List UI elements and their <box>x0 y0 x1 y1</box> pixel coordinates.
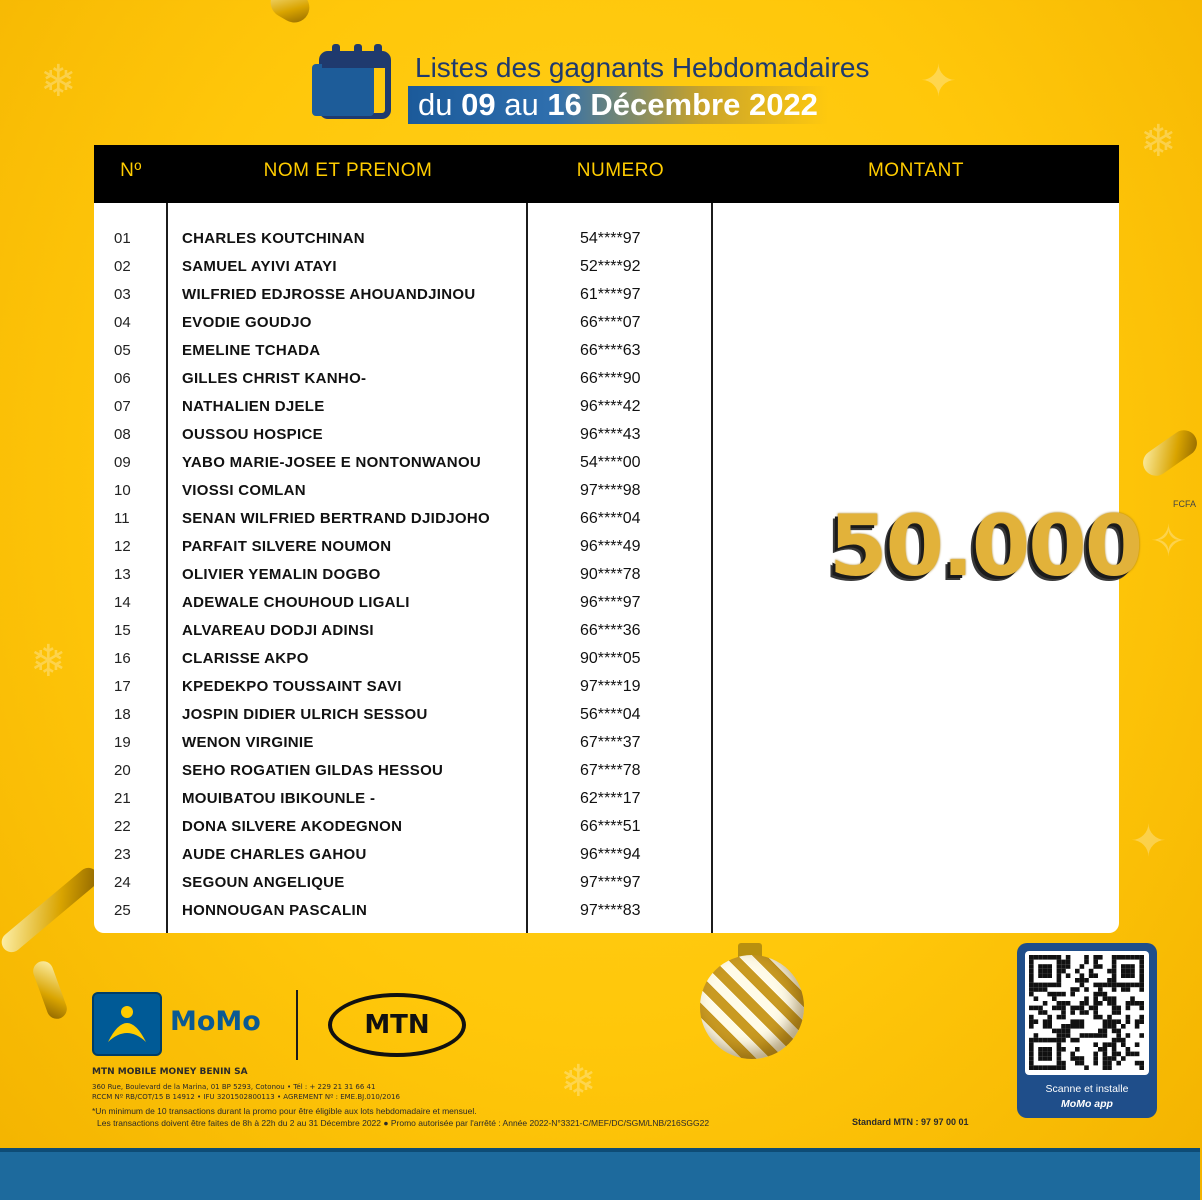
gold-ribbon <box>1138 425 1202 481</box>
row-number: 03 <box>114 286 131 303</box>
row-number: 13 <box>114 566 131 583</box>
row-number: 21 <box>114 790 131 807</box>
snowflake-icon: ❄ <box>40 56 77 107</box>
row-number: 09 <box>114 454 131 471</box>
winners-table <box>94 145 1197 933</box>
table-row <box>94 675 1119 703</box>
winner-name: GILLES CHRIST KANHO- <box>182 370 367 387</box>
row-number: 14 <box>114 594 131 611</box>
winner-phone: 66****07 <box>580 314 641 331</box>
amount-value: 50.000 <box>829 497 1142 595</box>
winner-phone: 54****00 <box>580 454 641 471</box>
table-row <box>94 255 1119 283</box>
gift-icon: ✧ <box>1150 516 1187 567</box>
winner-phone: 54****97 <box>580 230 641 247</box>
star-icon: ✦ <box>1130 816 1167 867</box>
snowflake-icon: ❄ <box>560 1056 597 1107</box>
company-registration: RCCM Nº RB/COT/15 B 14912 • IFU 3201502800113 • AGREMENT Nº : EME.BJ.010/2016 <box>92 1093 400 1101</box>
winner-name: CLARISSE AKPO <box>182 650 309 667</box>
table-row <box>94 339 1119 367</box>
momo-brand: MoMo <box>170 1006 261 1037</box>
table-row <box>94 619 1119 647</box>
winner-phone: 66****36 <box>580 622 641 639</box>
amount-currency: FCFA <box>1173 499 1197 509</box>
winner-phone: 97****97 <box>580 874 641 891</box>
gold-ribbon <box>0 864 102 956</box>
winner-phone: 66****04 <box>580 510 641 527</box>
bottom-band <box>0 1148 1200 1200</box>
winner-name: JOSPIN DIDIER ULRICH SESSOU <box>182 706 428 723</box>
qr-caption: Scanne et installe <box>1045 1083 1129 1095</box>
winner-phone: 66****90 <box>580 370 641 387</box>
winner-phone: 96****43 <box>580 426 641 443</box>
column-header-montant: MONTANT <box>867 160 965 181</box>
table-row <box>94 899 1119 927</box>
winner-phone: 96****42 <box>580 398 641 415</box>
gold-ribbon <box>30 958 69 1021</box>
winner-phone: 66****51 <box>580 818 641 835</box>
table-row <box>94 647 1119 675</box>
row-number: 16 <box>114 650 131 667</box>
winner-phone: 97****19 <box>580 678 641 695</box>
winner-name: NATHALIEN DJELE <box>182 398 325 415</box>
prize-amount <box>829 497 1197 597</box>
winner-name: ADEWALE CHOUHOUD LIGALI <box>182 594 410 611</box>
logo-divider <box>296 990 298 1060</box>
column-header-numero: NUMERO <box>576 160 665 181</box>
star-icon: ✦ <box>920 56 957 107</box>
row-number: 20 <box>114 762 131 779</box>
mtn-logo <box>328 993 466 1057</box>
winner-name: SEGOUN ANGELIQUE <box>182 874 345 891</box>
page-header <box>300 38 940 128</box>
momo-emblem-icon <box>94 994 160 1054</box>
table-row <box>94 227 1119 255</box>
winner-phone: 67****37 <box>580 734 641 751</box>
row-number: 07 <box>114 398 131 415</box>
row-number: 12 <box>114 538 131 555</box>
winner-name: OUSSOU HOSPICE <box>182 426 323 443</box>
table-row <box>94 423 1119 451</box>
table-row <box>94 703 1119 731</box>
table-row <box>94 815 1119 843</box>
snowflake-icon: ❄ <box>1140 116 1177 167</box>
row-number: 24 <box>114 874 131 891</box>
qr-card[interactable] <box>1017 943 1157 1118</box>
row-number: 22 <box>114 818 131 835</box>
date-du: du <box>418 87 453 122</box>
winner-name: PARFAIT SILVERE NOUMON <box>182 538 392 555</box>
table-row <box>94 395 1119 423</box>
table-row <box>94 311 1119 339</box>
qr-code-icon[interactable] <box>1025 951 1149 1075</box>
winner-name: AUDE CHARLES GAHOU <box>182 846 367 863</box>
row-number: 04 <box>114 314 131 331</box>
row-number: 25 <box>114 902 131 919</box>
winner-name: YABO MARIE-JOSEE E NONTONWANOU <box>182 454 482 471</box>
row-number: 15 <box>114 622 131 639</box>
christmas-ornament-icon <box>700 955 804 1059</box>
table-row <box>94 871 1119 899</box>
winner-phone: 56****04 <box>580 706 641 723</box>
row-number: 06 <box>114 370 131 387</box>
row-number: 23 <box>114 846 131 863</box>
row-number: 05 <box>114 342 131 359</box>
winner-name: SENAN WILFRIED BERTRAND DJIDJOHO <box>182 510 490 527</box>
winner-name: CHARLES KOUTCHINAN <box>182 230 365 247</box>
standard-phone: Standard MTN : 97 97 00 01 <box>852 1117 969 1127</box>
table-row <box>94 759 1119 787</box>
qr-app-name: MoMo app <box>1061 1098 1113 1110</box>
winner-phone: 61****97 <box>580 286 641 303</box>
table-header <box>94 145 1119 203</box>
winner-phone: 97****83 <box>580 902 641 919</box>
row-number: 01 <box>114 230 131 247</box>
column-header-name: NOM ET PRENOM <box>263 160 433 181</box>
winner-phone: 90****05 <box>580 650 641 667</box>
row-number: 18 <box>114 706 131 723</box>
winner-phone: 96****94 <box>580 846 641 863</box>
winner-name: DONA SILVERE AKODEGNON <box>182 818 403 835</box>
date-end: 16 Décembre 2022 <box>547 87 818 122</box>
winner-phone: 97****98 <box>580 482 641 499</box>
winner-name: ALVAREAU DODJI ADINSI <box>182 622 374 639</box>
gold-ribbon <box>265 0 315 28</box>
table-row <box>94 451 1119 479</box>
row-number: 08 <box>114 426 131 443</box>
company-name: MTN MOBILE MONEY BENIN SA <box>92 1067 248 1077</box>
winner-name: WENON VIRGINIE <box>182 734 314 751</box>
winner-name: HONNOUGAN PASCALIN <box>182 902 368 919</box>
winner-phone: 62****17 <box>580 790 641 807</box>
winner-name: VIOSSI COMLAN <box>182 482 306 499</box>
row-number: 17 <box>114 678 131 695</box>
row-number: 02 <box>114 258 131 275</box>
date-range <box>408 86 828 124</box>
winner-name: OLIVIER YEMALIN DOGBO <box>182 566 381 583</box>
table-row <box>94 283 1119 311</box>
promo-terms: Les transactions doivent être faites de 8h à 22h du 2 au 31 Décembre 2022 ● Promo autorisée par l'arrêté : Année 2022-N°3321-C/MEF/DC/SGM/LNB/216SGG22 <box>97 1118 710 1128</box>
page-title: Listes des gagnants Hebdomadaires <box>415 52 870 83</box>
date-start: 09 <box>461 87 496 122</box>
row-number: 19 <box>114 734 131 751</box>
row-number: 11 <box>114 510 130 527</box>
winner-phone: 90****78 <box>580 566 641 583</box>
winner-name: EMELINE TCHADA <box>182 342 321 359</box>
mtn-brand: MTN <box>364 1010 430 1040</box>
winner-name: WILFRIED EDJROSSE AHOUANDJINOU <box>182 286 476 303</box>
winner-phone: 52****92 <box>580 258 641 275</box>
momo-logo <box>92 992 162 1056</box>
row-number: 10 <box>114 482 131 499</box>
winner-name: KPEDEKPO TOUSSAINT SAVI <box>182 678 402 695</box>
winner-phone: 96****49 <box>580 538 641 555</box>
snowflake-icon: ❄ <box>30 636 67 687</box>
table-row <box>94 787 1119 815</box>
winner-phone: 67****78 <box>580 762 641 779</box>
winner-name: MOUIBATOU IBIKOUNLE - <box>182 790 376 807</box>
winner-name: SAMUEL AYIVI ATAYI <box>182 258 337 275</box>
company-address: 360 Rue, Boulevard de la Marina, 01 BP 5293, Cotonou • Tél : + 229 21 31 66 41 <box>92 1083 376 1091</box>
winner-name: SEHO ROGATIEN GILDAS HESSOU <box>182 762 444 779</box>
winner-name: EVODIE GOUDJO <box>182 314 312 331</box>
table-row <box>94 731 1119 759</box>
calendar-icon <box>308 42 394 122</box>
promo-note: *Un minimum de 10 transactions durant la promo pour être éligible aux lots hebdomadaire et mensuel. <box>92 1106 477 1116</box>
winner-phone: 96****97 <box>580 594 641 611</box>
column-header-no: Nº <box>120 160 142 181</box>
winner-phone: 66****63 <box>580 342 641 359</box>
table-row <box>94 367 1119 395</box>
table-row <box>94 843 1119 871</box>
date-au: au <box>504 87 539 122</box>
